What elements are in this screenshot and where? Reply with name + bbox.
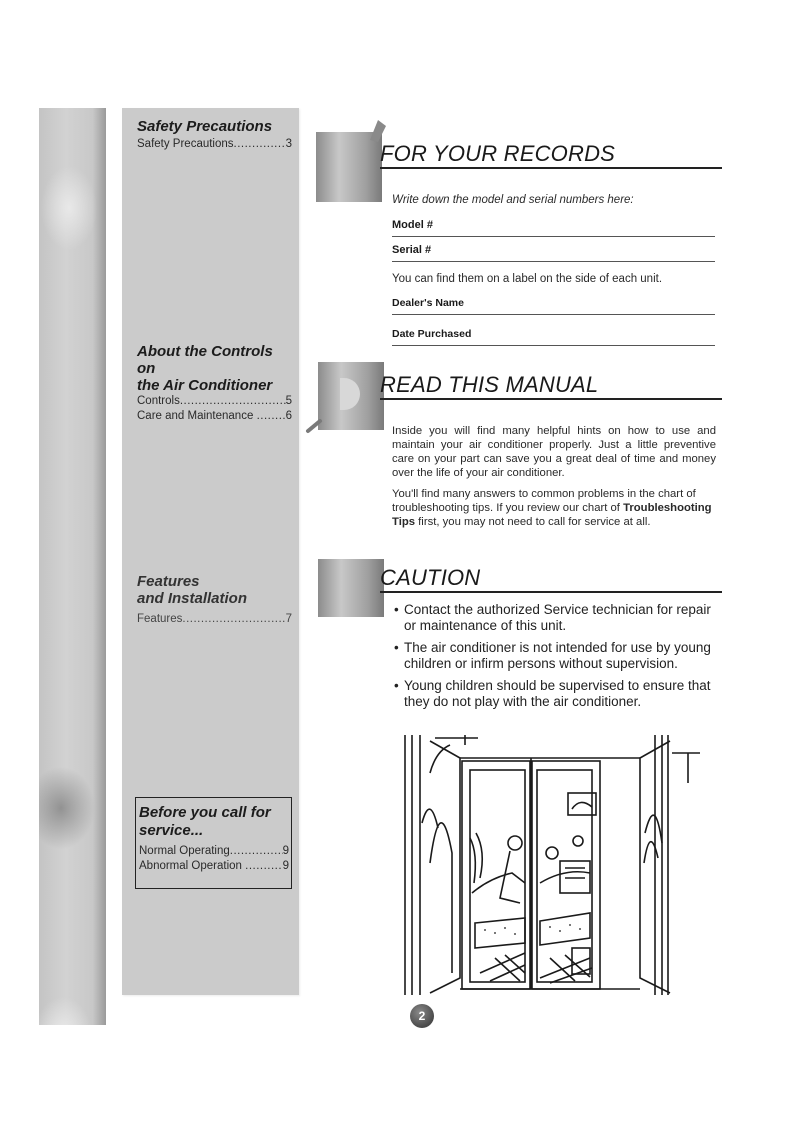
model-number-field[interactable]: Model # (392, 212, 715, 237)
caution-heading: CAUTION (380, 565, 481, 590)
serial-number-field[interactable]: Serial # (392, 237, 715, 262)
toc-section-title: service... (139, 822, 204, 839)
records-instruction: Write down the model and serial numbers here: (392, 194, 634, 206)
toc-section-features (137, 573, 292, 627)
caution-list-container (394, 602, 719, 716)
toc-section-safety (137, 118, 292, 152)
toc-item-features[interactable]: Features ..... 7 (137, 612, 292, 627)
records-heading: FOR YOUR RECORDS (380, 141, 616, 166)
page-number-badge: 2 (410, 1004, 434, 1028)
toc-section-title: About the Controls on (137, 343, 273, 377)
manual-heading: READ THIS MANUAL (380, 372, 599, 397)
troubleshooting-tips-emphasis: Troubleshooting Tips (392, 502, 712, 528)
toc-item-safety-precautions[interactable]: Safety Precautions ..... 3 (137, 137, 292, 152)
caution-list (394, 602, 719, 710)
tab-handle-icon (304, 418, 324, 434)
tab-corner-fold-icon (368, 118, 388, 142)
records-heading-bar (380, 141, 722, 169)
manual-heading-bar (380, 372, 722, 400)
section-tab-caution (318, 559, 384, 617)
table-of-contents-sidebar (122, 108, 299, 995)
toc-section-controls (137, 343, 292, 424)
toc-section-title: Features (137, 573, 200, 590)
section-tab-records (316, 132, 382, 202)
toc-item-abnormal-operation[interactable]: Abnormal Operation ..... 9 (139, 859, 289, 874)
toc-section-before-service (135, 797, 292, 889)
toc-item-controls[interactable]: Controls ..... 5 (137, 394, 292, 409)
decorative-left-bar (39, 108, 106, 1025)
caution-item: • The air conditioner is not intended for use by young children or infirm persons without supervision. (394, 640, 711, 671)
manual-paragraph-2: You'll find many answers to common problems in the chart of troubleshooting tips. If you review our chart of Troubleshooting Tips first, you may not need to call for service at all. (392, 488, 712, 528)
records-form (392, 193, 715, 346)
date-purchased-field[interactable]: Date Purchased (392, 321, 715, 346)
caution-heading-bar (380, 565, 722, 593)
toc-item-normal-operating[interactable]: Normal Operating ..... 9 (139, 844, 289, 859)
toc-section-title: Before you call for (139, 804, 271, 821)
living-room-window-illustration (400, 733, 700, 998)
caution-item: • Young children should be supervised to ensure that they do not play with the air conditioner. (394, 678, 711, 709)
toc-section-title: Safety Precautions (137, 118, 273, 135)
toc-section-title: and Installation (137, 590, 248, 607)
caution-item: • Contact the authorized Service technician for repair or maintenance of this unit. (394, 602, 711, 633)
toc-item-care-maintenance[interactable]: Care and Maintenance ..... 6 (137, 409, 292, 424)
manual-paragraph-1: Inside you will find many helpful hints on how to use and maintain your air conditioner properly. Just a little preventive care on your part can save you a great deal of time and money over the life of your air conditioner. (392, 425, 716, 479)
toc-section-title: the Air Conditioner (137, 377, 273, 394)
manual-text (392, 424, 716, 536)
dealer-name-field[interactable]: Dealer's Name (392, 290, 715, 315)
label-location-note: You can find them on a label on the side of each unit. (392, 273, 663, 285)
